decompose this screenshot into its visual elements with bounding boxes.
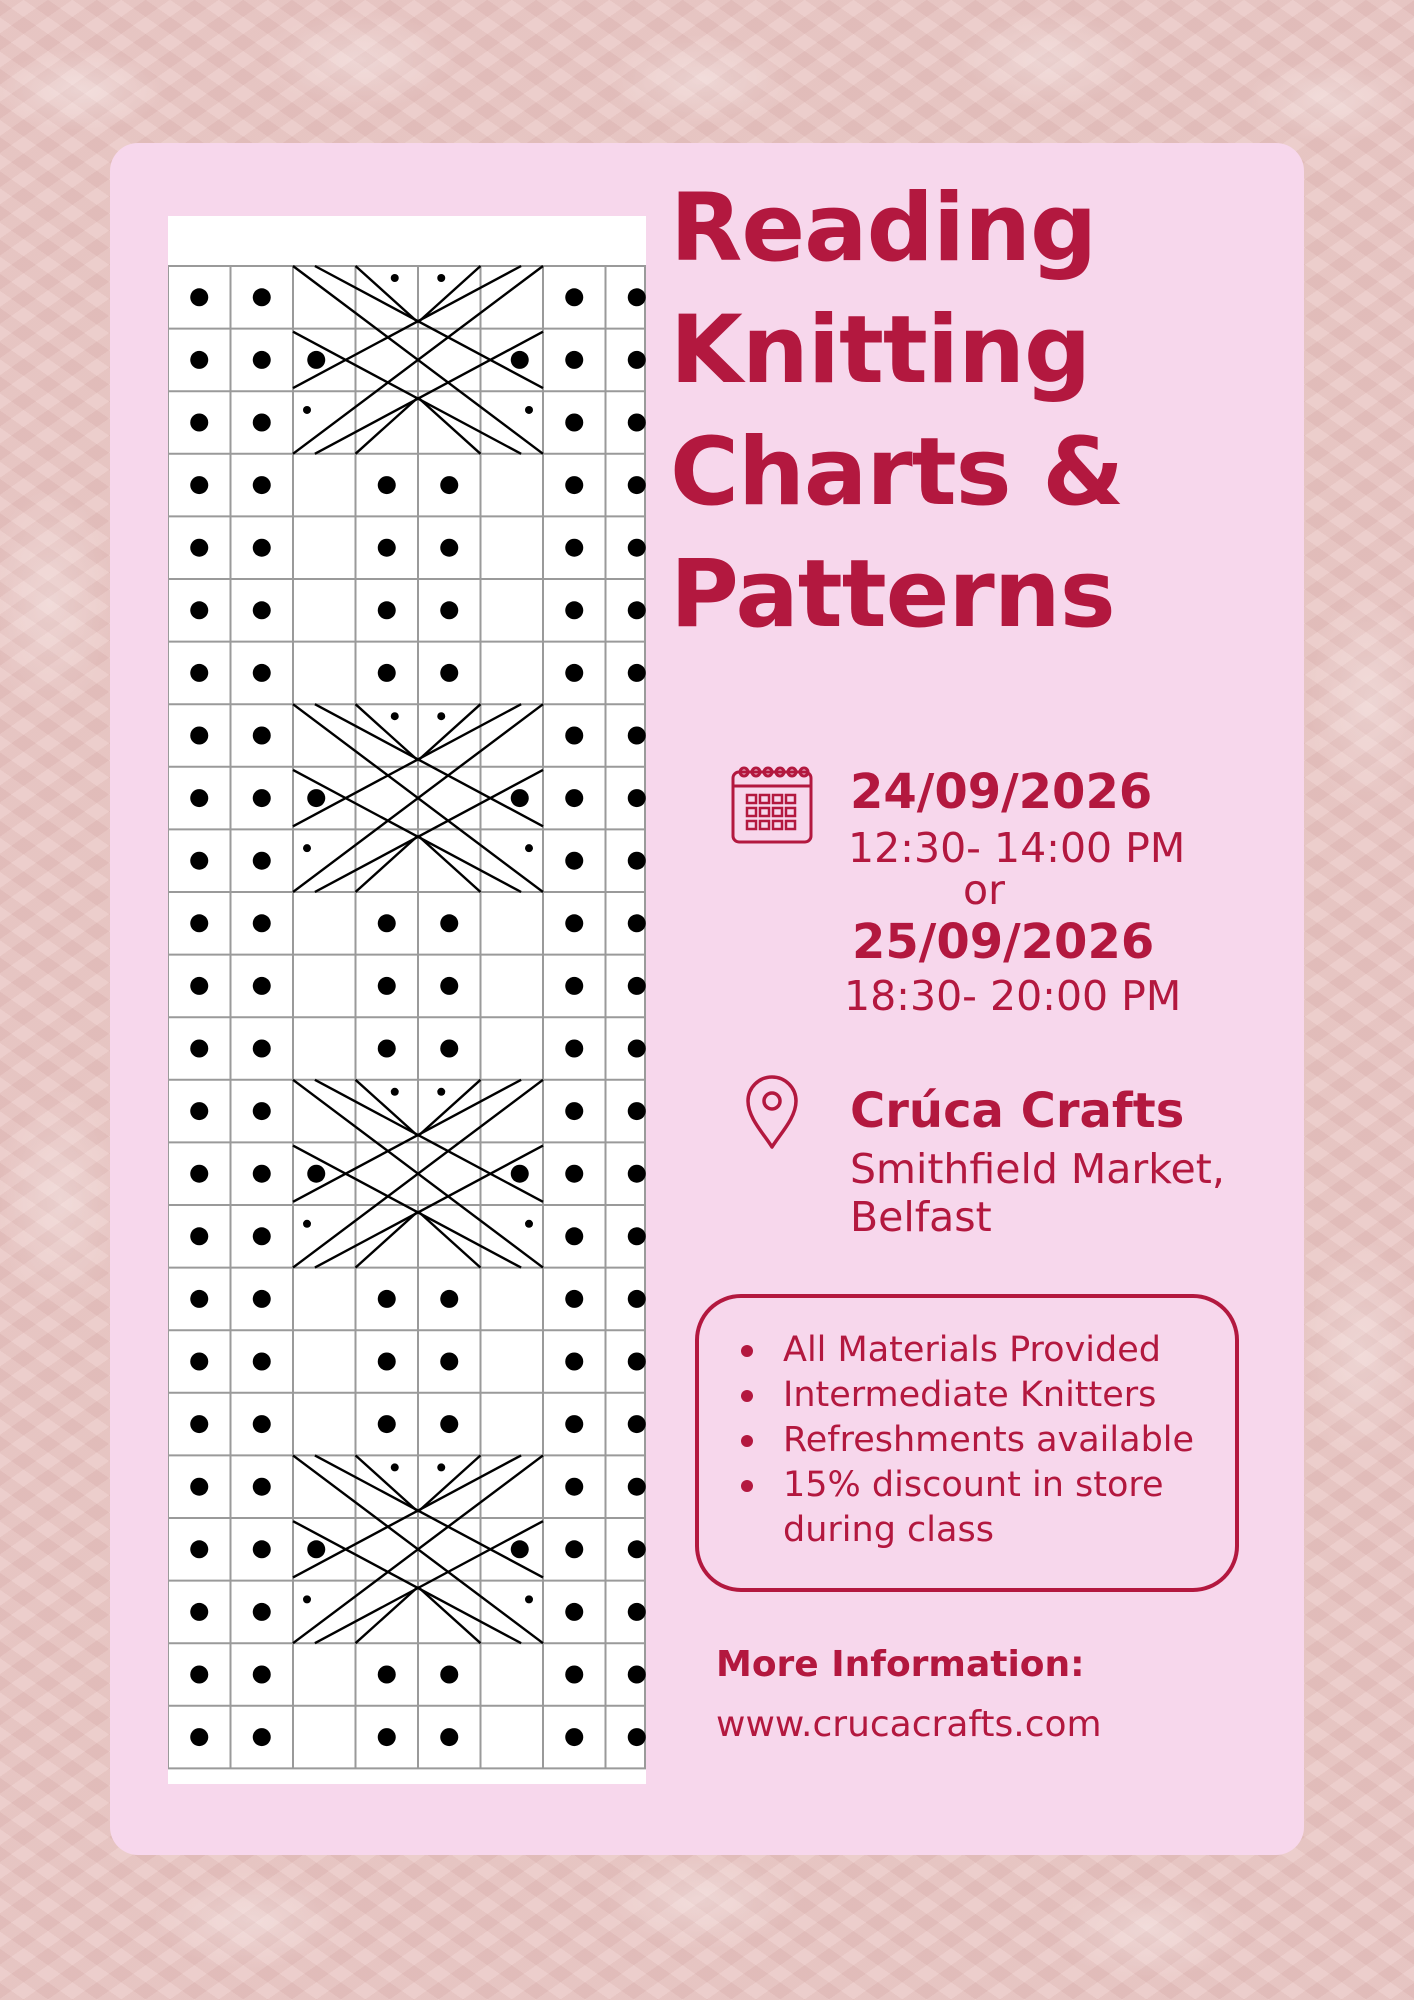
more-info-url[interactable]: www.crucacrafts.com bbox=[716, 1704, 1102, 1745]
title-line-2: Knitting bbox=[670, 296, 1091, 405]
calendar-icon bbox=[730, 762, 814, 846]
knitting-chart-graphic bbox=[168, 216, 646, 1784]
benefits-list bbox=[699, 1298, 1235, 1553]
benefit-item: Refreshments available bbox=[739, 1418, 1235, 1463]
time-1: 12:30- 14:00 PM bbox=[848, 824, 1186, 872]
title-line-3: Charts & bbox=[670, 418, 1124, 527]
benefit-item: Intermediate Knitters bbox=[739, 1373, 1235, 1418]
benefit-item: All Materials Provided bbox=[739, 1328, 1235, 1373]
date-1: 24/09/2026 bbox=[850, 764, 1153, 820]
location-address-line-1: Smithfield Market, bbox=[850, 1145, 1225, 1193]
more-info-label: More Information: bbox=[716, 1644, 1085, 1685]
location-name: Crúca Crafts bbox=[850, 1083, 1185, 1139]
benefit-item: 15% discount in store during class bbox=[739, 1463, 1235, 1553]
poster-title bbox=[670, 168, 1290, 656]
knitting-chart bbox=[168, 216, 646, 1784]
benefits-box bbox=[695, 1294, 1239, 1592]
title-line-1: Reading bbox=[670, 174, 1097, 283]
title-line-4: Patterns bbox=[670, 540, 1115, 649]
location-pin-icon bbox=[744, 1074, 800, 1150]
or-separator: or bbox=[963, 866, 1005, 914]
time-2: 18:30- 20:00 PM bbox=[844, 972, 1182, 1020]
date-2: 25/09/2026 bbox=[852, 914, 1155, 970]
location-address-line-2: Belfast bbox=[850, 1193, 992, 1241]
